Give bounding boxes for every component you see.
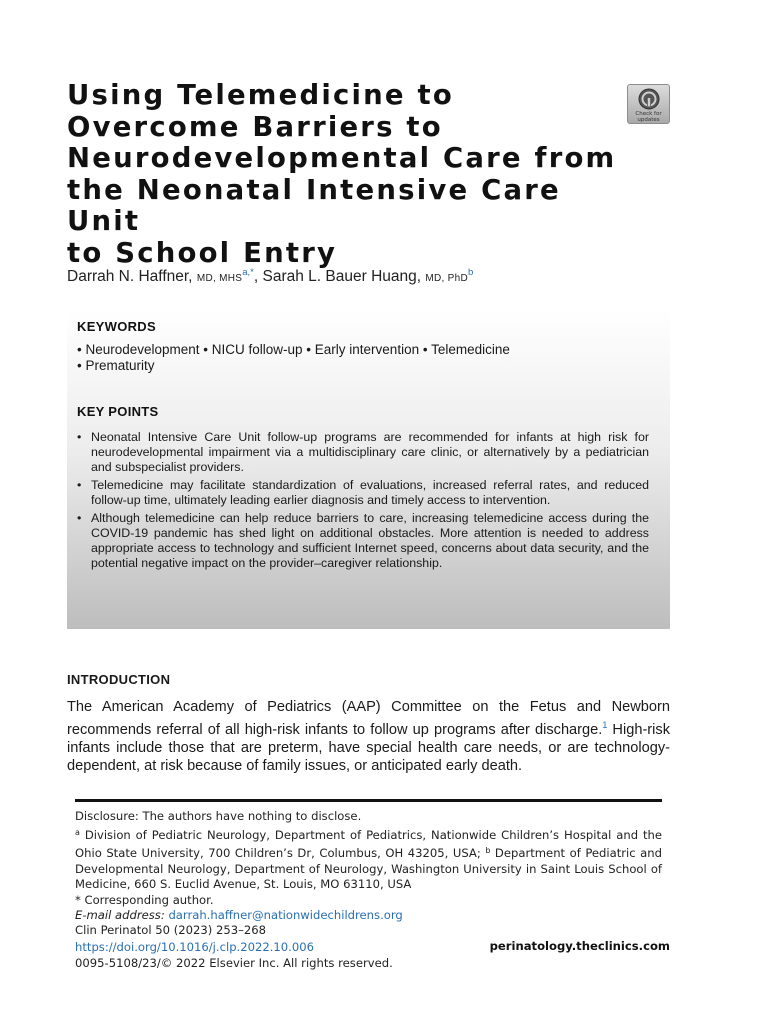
title-line: Using Telemedicine to — [67, 79, 454, 111]
keywords-keypoints-box — [67, 308, 670, 629]
footnote-divider — [75, 799, 662, 802]
author-line — [67, 267, 473, 286]
email-link[interactable]: darrah.haffner@nationwidechildrens.org — [168, 908, 403, 922]
affiliation-link[interactable]: b — [468, 267, 474, 278]
corresponding-author: * Corresponding author. — [75, 892, 214, 907]
key-point-item: • Although telemedicine can help reduce barriers to care, increasing telemedicine access during the COVID-19 pandemic has shed light on additional obstacles. More attention is needed to address appropriate access to technology and sufficient Internet speed, concerns about data security, and the potential negative impact on the provider–caregiver relationship. — [77, 511, 649, 571]
title-line: to School Entry — [67, 236, 338, 269]
check-for-updates-button[interactable] — [627, 84, 670, 124]
title-line: Neurodevelopmental Care from — [67, 142, 617, 174]
citation-block — [75, 922, 393, 972]
check-updates-label: Check for updates — [635, 111, 662, 123]
author-degrees: MD, PhD — [425, 273, 469, 284]
author-degrees: MD, MHS — [196, 273, 243, 284]
author-separator: , — [253, 268, 259, 285]
keywords-heading: KEYWORDS — [77, 319, 156, 334]
title-line: the Neonatal Intensive Care Unit — [67, 173, 561, 237]
affiliation-link[interactable]: a,* — [242, 267, 254, 278]
footnotes — [75, 809, 662, 924]
section-heading: INTRODUCTION — [67, 672, 171, 687]
email-line: E-mail address: darrah.haffner@nationwidechildrens.org — [75, 908, 403, 922]
key-points-heading: KEY POINTS — [77, 404, 159, 419]
key-points-list — [77, 430, 649, 574]
check-updates-icon — [638, 88, 660, 110]
article-title — [67, 80, 627, 269]
disclosure: Disclosure: The authors have nothing to disclose. — [75, 809, 362, 823]
author-name: Sarah L. Bauer Huang, — [262, 268, 422, 285]
reference-link[interactable]: 1 — [602, 720, 608, 730]
keywords-line: • Neurodevelopment • NICU follow-up • Early intervention • Telemedicine — [77, 342, 510, 357]
title-line: Overcome Barriers to — [67, 110, 443, 143]
author-name: Darrah N. Haffner, — [67, 268, 193, 285]
journal-citation: Clin Perinatol 50 (2023) 253–268 — [75, 923, 266, 937]
keywords-line: • Prematurity — [77, 358, 155, 373]
doi-link[interactable]: https://doi.org/10.1016/j.clp.2022.10.006 — [75, 939, 314, 954]
keywords-list — [77, 342, 510, 374]
introduction-paragraph: The American Academy of Pediatrics (AAP) Committee on the Fetus and Newborn recommends referral of all high-risk infants to follow up programs after discharge.$^1$ High-risk infants include those that are preterm, have special health care needs, or are technology-dependent, at risk because of family issues, or anticipated early death. — [67, 699, 670, 774]
affiliations: $^a$ Division of Pediatric Neurology, Department of Pediatrics, Nationwide Children’s Hospital and the Ohio State University, 700 Children’s Dr, Columbus, OH 43205, USA; $^b$ Department of Pediatric and Developmental Neurology, Department of Neurology, Washington University in Saint Louis School of Medicine, 660 S. Euclid Avenue, St. Louis, MO 63110, USA — [75, 827, 662, 891]
copyright: 0095-5108/23/© 2022 Elsevier Inc. All rights reserved. — [75, 956, 393, 970]
journal-website[interactable]: perinatology.theclinics.com — [489, 939, 670, 953]
key-point-item: • Neonatal Intensive Care Unit follow-up programs are recommended for infants at high risk for neurodevelopmental impairment via a multidisciplinary care clinic, or alternatively by a pediatrician and subspecialist providers. — [77, 430, 649, 475]
key-point-item: • Telemedicine may facilitate standardization of evaluations, increased referral rates, and reduced follow-up time, ultimately leading earlier diagnosis and timely access to intervention. — [77, 478, 649, 508]
